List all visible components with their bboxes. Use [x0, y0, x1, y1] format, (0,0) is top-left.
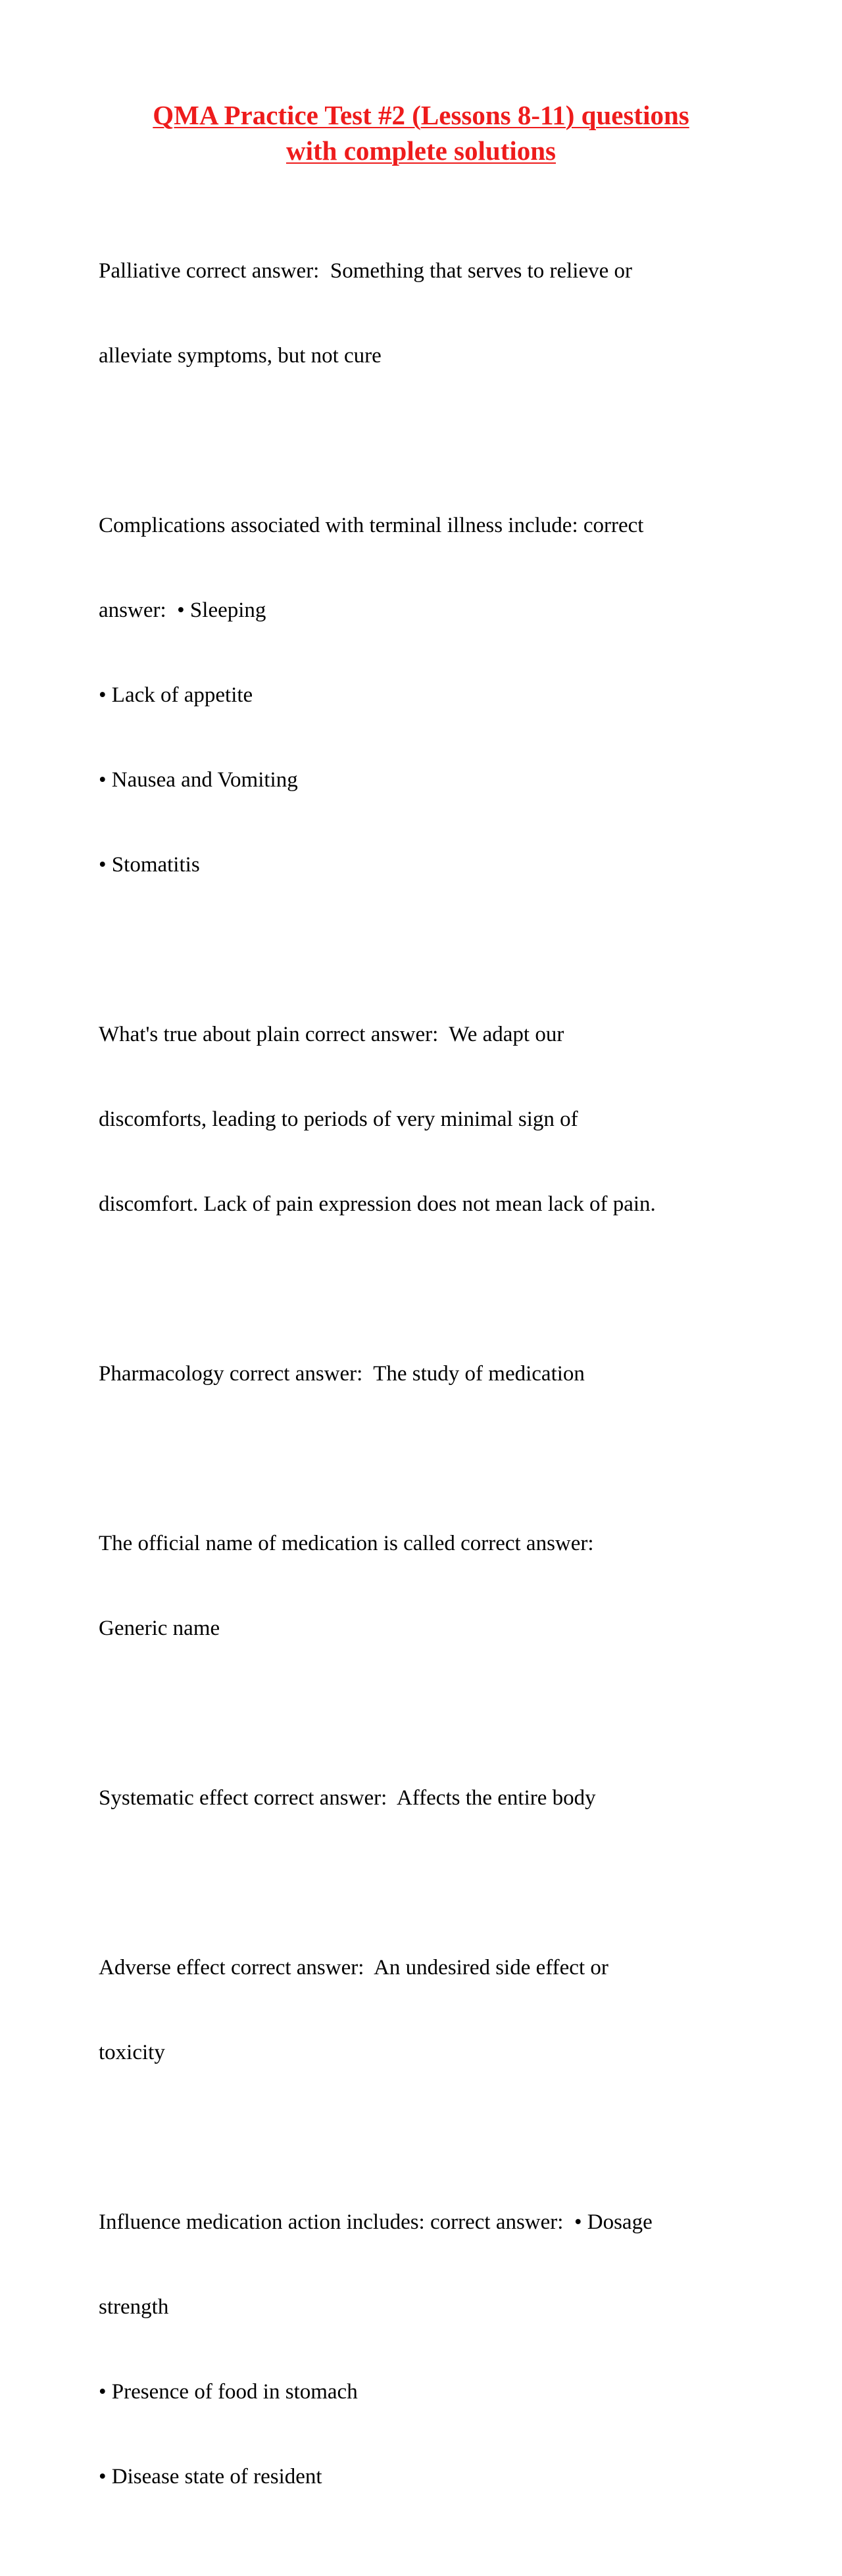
- qa-entry-medication-action: [99, 2152, 743, 2548]
- entry-line: toxicity: [99, 2041, 165, 2064]
- entry-line: strength: [99, 2295, 169, 2319]
- entry-line: • Presence of food in stomach: [99, 2380, 358, 2404]
- entry-line: Generic name: [99, 1616, 220, 1640]
- entry-line: Systematic effect correct answer: Affects the entire body: [99, 1786, 596, 1810]
- title-line-1: QMA Practice Test #2 (Lessons 8-11) questions: [153, 100, 689, 130]
- entry-line: answer: • Sleeping: [99, 598, 266, 622]
- qa-entry-complications: [99, 455, 743, 936]
- entry-line: discomforts, leading to periods of very minimal sign of: [99, 1107, 578, 1131]
- entry-line: • Stomatitis: [99, 853, 200, 877]
- document-title: [99, 97, 743, 168]
- entry-line: discomfort. Lack of pain expression does not mean lack of pain.: [99, 1192, 656, 1216]
- entry-line: • Nausea and Vomiting: [99, 768, 298, 792]
- qa-entry-pharmacology: [99, 1303, 743, 1445]
- entry-line: Influence medication action includes: correct answer: • Dosage: [99, 2210, 653, 2234]
- entry-line: The official name of medication is called correct answer:: [99, 1532, 594, 1555]
- qa-entry-pain: [99, 964, 743, 1275]
- entry-line: Adverse effect correct answer: An undesired side effect or: [99, 1956, 608, 1980]
- entry-line: Complications associated with terminal illness include: correct: [99, 514, 644, 537]
- qa-entry-systematic-effect: [99, 1728, 743, 1869]
- entry-line: Palliative correct answer: Something that serves to relieve or: [99, 259, 632, 283]
- qa-entry-adverse-effect: [99, 1897, 743, 2124]
- qa-entry-palliative: [99, 201, 743, 427]
- title-line-2: with complete solutions: [286, 135, 556, 166]
- entry-line: • Disease state of resident: [99, 2465, 322, 2489]
- entry-line: alleviate symptoms, but not cure: [99, 344, 382, 368]
- document-content: [99, 97, 743, 2576]
- qa-entry-official-name: [99, 1473, 743, 1699]
- entry-line: • Lack of appetite: [99, 683, 253, 707]
- entry-line: What's true about plain correct answer: We adapt our: [99, 1023, 564, 1046]
- entry-line: Pharmacology correct answer: The study of medication: [99, 1362, 585, 1386]
